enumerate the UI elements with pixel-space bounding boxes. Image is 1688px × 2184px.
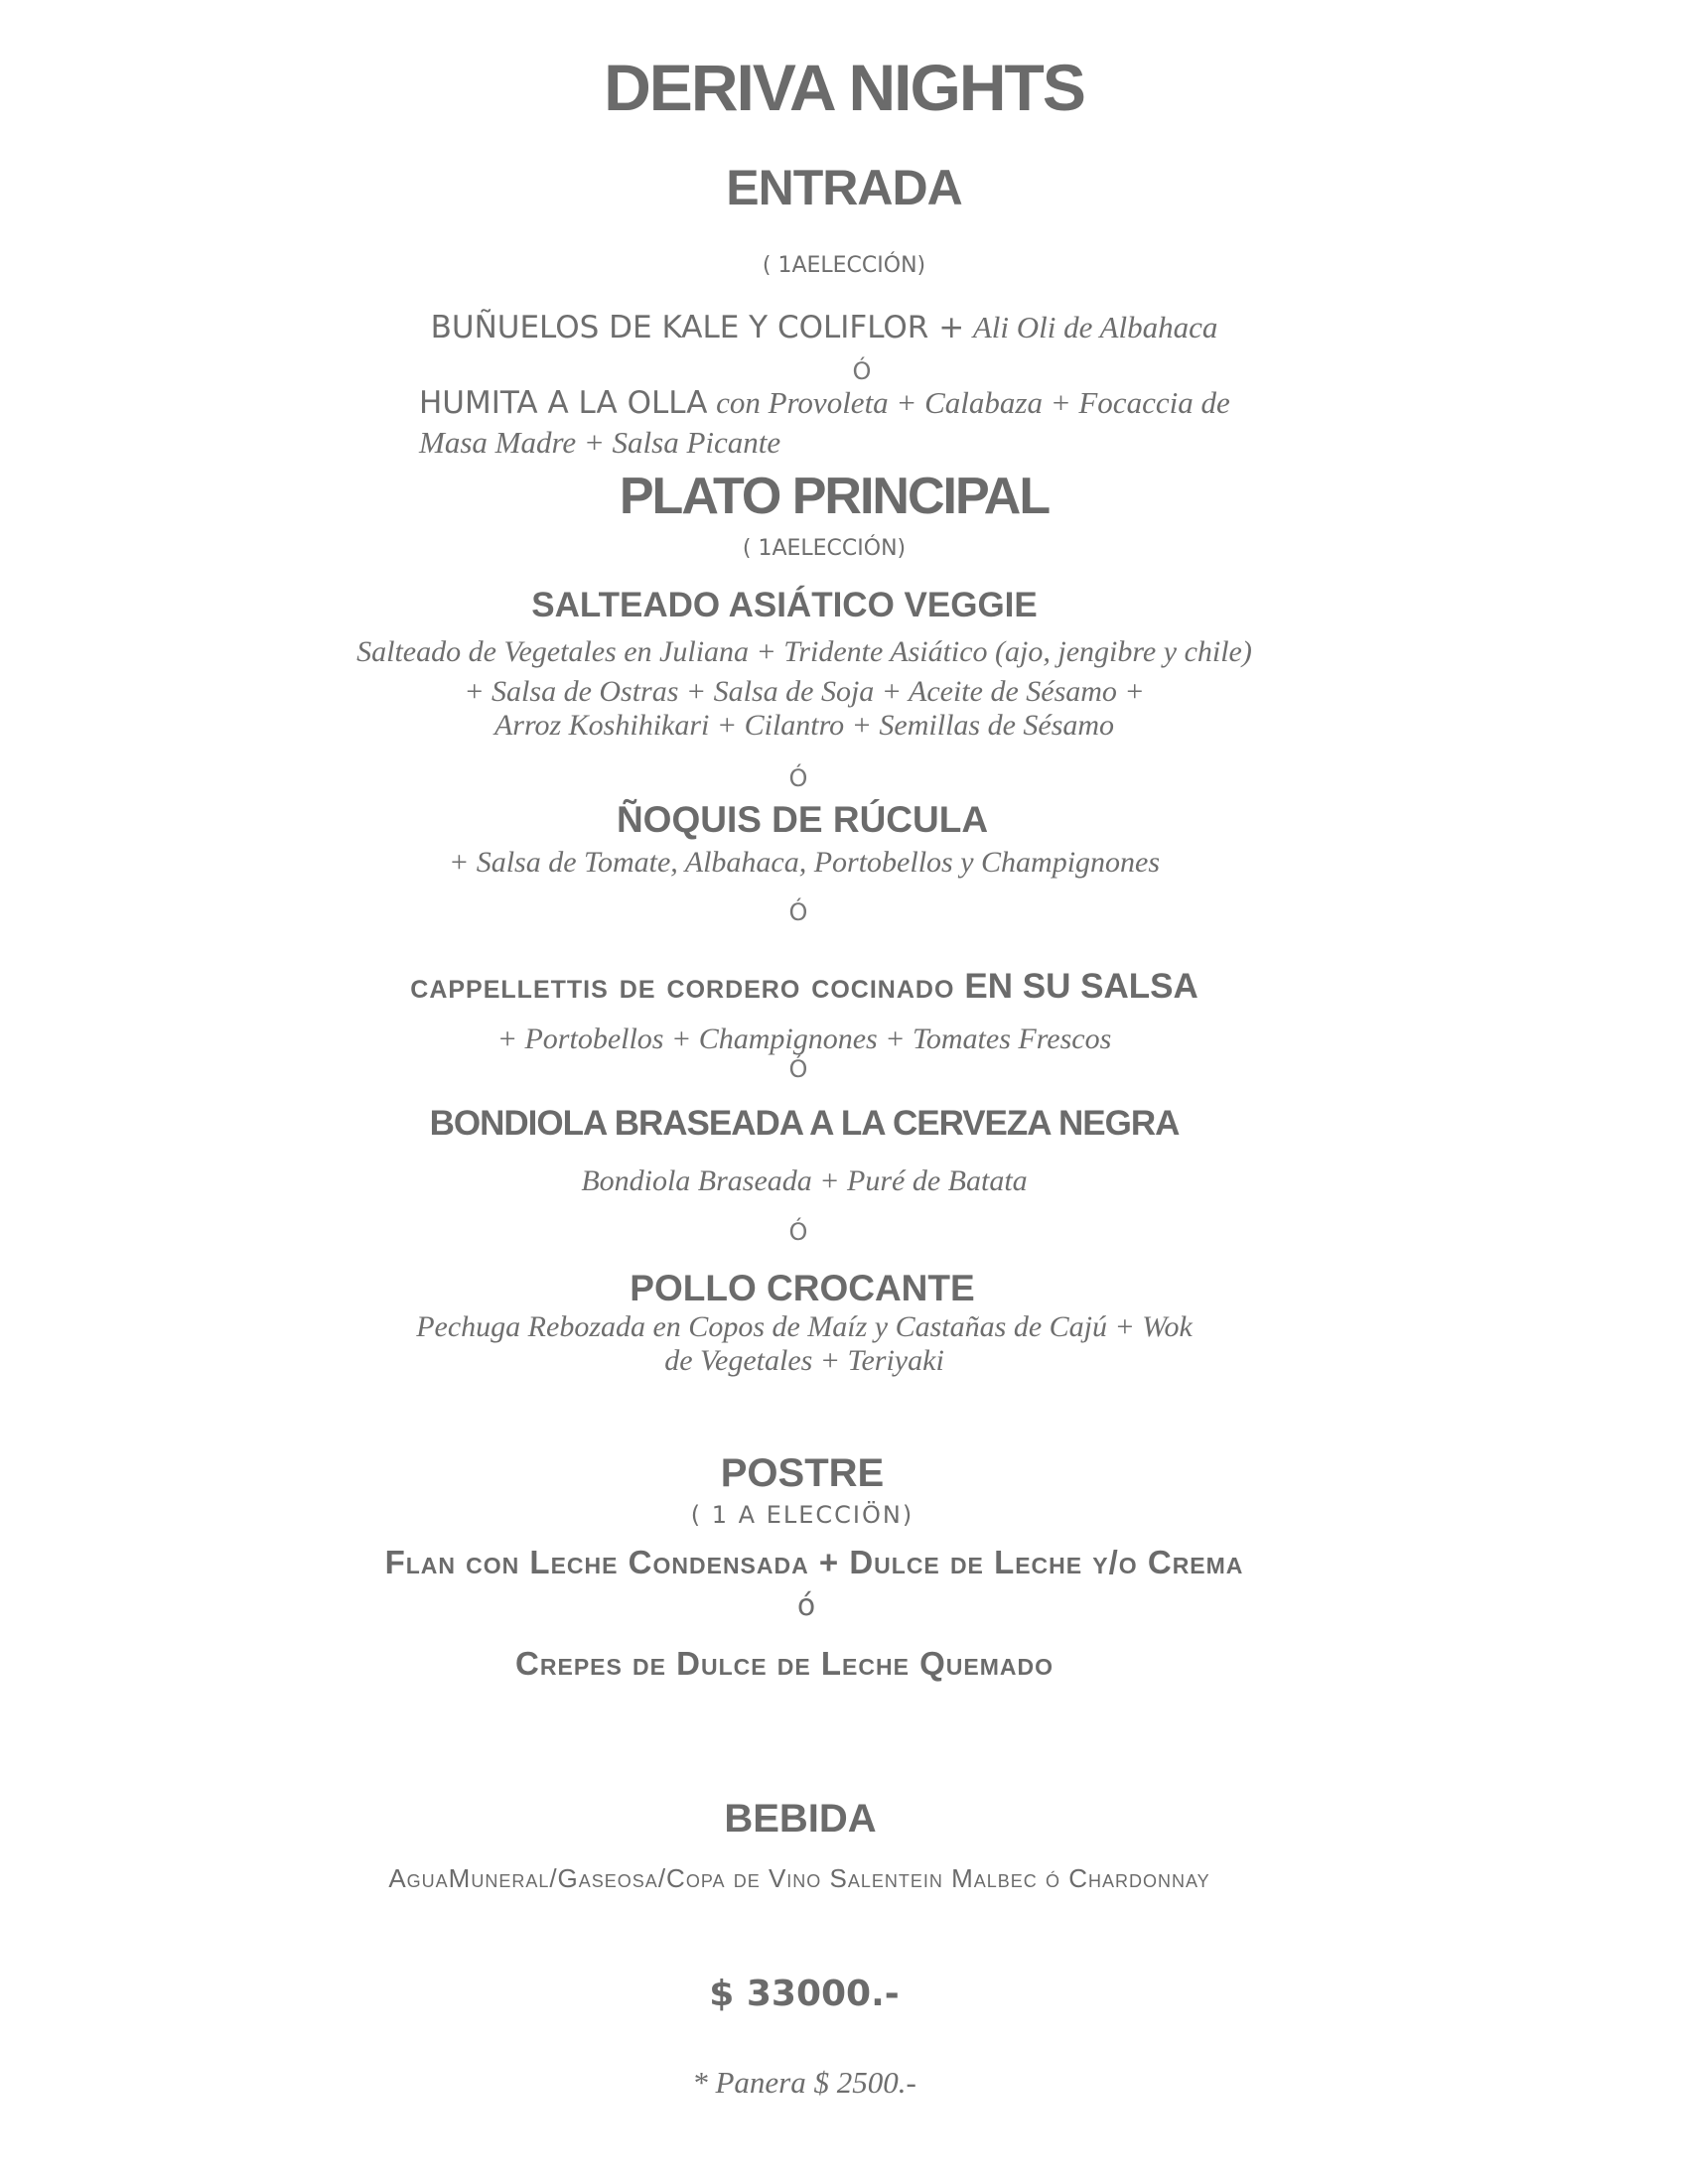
dish-3-desc-1: + Portobellos + Champignones + Tomates Frescos: [496, 1023, 1112, 1055]
dish-2-desc-1: + Salsa de Tomate, Albahaca, Portobellos y Champignones: [448, 846, 1161, 879]
postre-item-1: Flan con Leche Condensada + Dulce de Leche y/o Crema: [384, 1544, 1244, 1580]
dish-4-desc-1: Bondiola Braseada + Puré de Batata: [581, 1164, 1028, 1197]
entrada-choice-note: ( 1AELECCIÓN): [762, 253, 926, 278]
dish-3-name-b: EN SU SALSA: [964, 967, 1198, 1006]
or-separator: Ó: [788, 1055, 808, 1083]
dish-1-desc-1: Salteado de Vegetales en Juliana + Tridente Asiático (ajo, jengibre y chile): [356, 635, 1252, 668]
entrada-item-2-name: HUMITA A LA OLLA: [419, 385, 708, 421]
dish-1-name: SALTEADO ASIÁTICO VEGGIE: [531, 586, 1038, 624]
dish-5-desc-1: Pechuga Rebozada en Copos de Maíz y Castañas de Cajú + Wok: [416, 1310, 1193, 1343]
principal-choice-note: ( 1AELECCIÓN): [742, 536, 907, 561]
entrada-item-2: [419, 385, 1230, 421]
or-separator: Ó: [788, 764, 808, 792]
dish-3-name: [0, 965, 1648, 1007]
dish-2-name: ÑOQUIS DE RÚCULA: [616, 799, 989, 840]
or-separator: ó: [796, 1588, 816, 1623]
or-separator: Ó: [788, 898, 808, 926]
dish-4-name: BONDIOLA BRASEADA A LA CERVEZA NEGRA: [429, 1104, 1180, 1143]
section-heading-principal: PLATO PRINCIPAL: [619, 468, 1050, 525]
dish-1-desc-2: + Salsa de Ostras + Salsa de Soja + Aceite de Sésamo +: [464, 675, 1145, 708]
postre-choice-note: ( 1 A ELECCIÖN): [690, 1501, 914, 1529]
or-separator: Ó: [852, 357, 872, 385]
entrada-item-2-desc-2: Masa Madre + Salsa Picante: [419, 425, 781, 460]
postre-item-2: Crepes de Dulce de Leche Quemado: [515, 1645, 1054, 1682]
menu-title: DERIVA NIGHTS: [604, 51, 1084, 124]
section-heading-entrada: ENTRADA: [726, 160, 962, 215]
dish-5-name: POLLO CROCANTE: [630, 1268, 975, 1308]
panera-note: * Panera $ 2500.-: [692, 2065, 916, 2100]
bebida-line: AguaMuneral/Gaseosa/Copa de Vino Salentein Malbec ó Chardonnay: [388, 1863, 1210, 1893]
entrada-item-1: [0, 310, 1668, 345]
dish-3-name-a: cappellettis de cordero cocinado: [410, 965, 955, 1006]
dish-1-desc-3: Arroz Koshihikari + Cilantro + Semillas de Sésamo: [493, 709, 1115, 742]
entrada-item-1-desc: Ali Oli de Albahaca: [972, 310, 1218, 344]
entrada-item-1-name: BUÑUELOS DE KALE Y COLIFLOR +: [430, 310, 965, 345]
or-separator: Ó: [788, 1218, 808, 1246]
dish-5-desc-2: de Vegetales + Teriyaki: [664, 1344, 944, 1377]
section-heading-bebida: BEBIDA: [724, 1797, 877, 1841]
menu-price: $ 33000.-: [709, 1974, 900, 2014]
entrada-item-2-desc-1: con Provoleta + Calabaza + Focaccia de: [716, 385, 1230, 420]
section-heading-postre: POSTRE: [720, 1451, 885, 1495]
